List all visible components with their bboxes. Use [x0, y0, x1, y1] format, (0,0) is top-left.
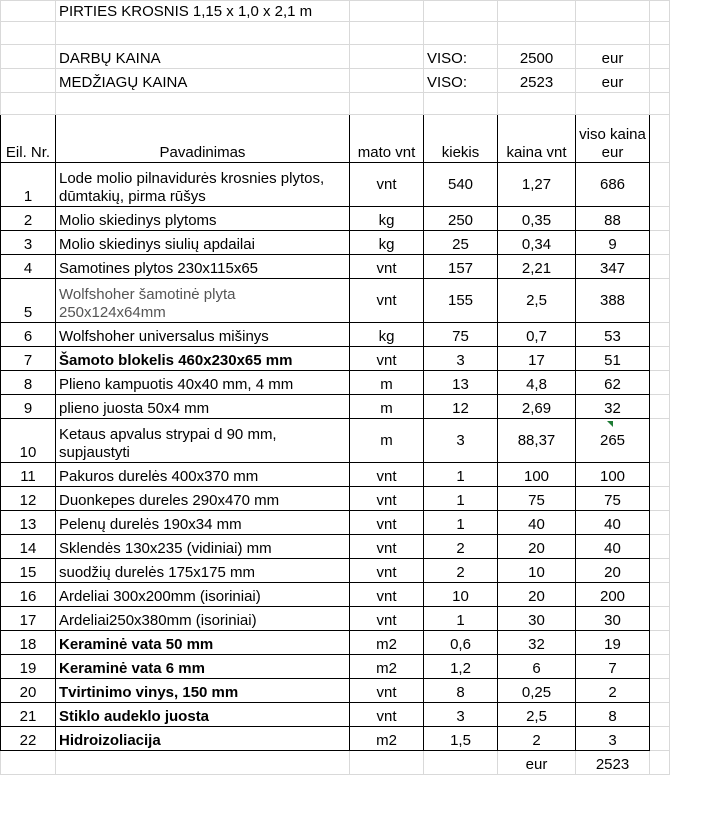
row-qty[interactable]: 25	[424, 231, 498, 255]
row-name[interactable]: Sklendės 130x235 (vidiniai) mm	[56, 535, 350, 559]
row-name[interactable]: Wolfshoher universalus mišinys	[56, 323, 350, 347]
empty-cell[interactable]	[350, 69, 424, 93]
table-row	[1, 463, 670, 487]
row-unit[interactable]: m	[350, 371, 424, 395]
row-nr[interactable]: 11	[1, 463, 56, 487]
empty-cell[interactable]	[1, 45, 56, 69]
row-name[interactable]: Tvirtinimo vinys, 150 mm	[56, 679, 350, 703]
empty-cell[interactable]	[1, 93, 56, 115]
empty-cell[interactable]	[56, 22, 350, 45]
row-price[interactable]: 0,25	[498, 679, 576, 703]
row-qty[interactable]: 3	[424, 419, 498, 463]
row-unit[interactable]: m2	[350, 727, 424, 751]
row-name[interactable]: Šamoto blokelis 460x230x65 mm	[56, 347, 350, 371]
empty-cell[interactable]	[1, 22, 56, 45]
row-price[interactable]: 20	[498, 583, 576, 607]
table-row	[1, 163, 670, 207]
empty-cell[interactable]	[650, 279, 670, 323]
empty-cell[interactable]	[56, 751, 350, 775]
row-unit[interactable]: vnt	[350, 703, 424, 727]
table-row	[1, 323, 670, 347]
row-total[interactable]: 347	[576, 255, 650, 279]
row-unit[interactable]: vnt	[350, 583, 424, 607]
table-row	[1, 371, 670, 395]
row-qty[interactable]: 10	[424, 583, 498, 607]
row-price[interactable]: 2,21	[498, 255, 576, 279]
table-row	[1, 419, 670, 463]
empty-cell[interactable]	[650, 45, 670, 69]
row-price[interactable]: 88,37	[498, 419, 576, 463]
empty-cell[interactable]	[350, 45, 424, 69]
row-name[interactable]: Pelenų durelės 190x34 mm	[56, 511, 350, 535]
table-row	[1, 631, 670, 655]
row-price[interactable]: 2,5	[498, 279, 576, 323]
row-nr[interactable]: 16	[1, 583, 56, 607]
summary-amount[interactable]: 2500	[498, 45, 576, 69]
row-price[interactable]: 0,35	[498, 207, 576, 231]
empty-cell[interactable]	[650, 395, 670, 419]
row-nr[interactable]: 6	[1, 323, 56, 347]
table-row	[1, 395, 670, 419]
row-unit[interactable]: vnt	[350, 559, 424, 583]
table-row	[1, 703, 670, 727]
row-unit[interactable]: kg	[350, 323, 424, 347]
row-unit[interactable]: m2	[350, 655, 424, 679]
row-name[interactable]: Pakuros durelės 400x370 mm	[56, 463, 350, 487]
header-nr[interactable]: Eil. Nr.	[1, 115, 56, 163]
row-nr[interactable]: 7	[1, 347, 56, 371]
row-total[interactable]: 88	[576, 207, 650, 231]
row-nr[interactable]: 19	[1, 655, 56, 679]
row-unit[interactable]: vnt	[350, 535, 424, 559]
empty-cell[interactable]	[650, 559, 670, 583]
table-row	[1, 583, 670, 607]
row-unit[interactable]: vnt	[350, 487, 424, 511]
row-nr[interactable]: 8	[1, 371, 56, 395]
row-total[interactable]: 62	[576, 371, 650, 395]
row-total[interactable]: 53	[576, 323, 650, 347]
row-total[interactable]: 7	[576, 655, 650, 679]
summary-label[interactable]: DARBŲ KAINA	[56, 45, 350, 69]
table-row	[1, 347, 670, 371]
empty-cell[interactable]	[650, 607, 670, 631]
row-name[interactable]: Keraminė vata 50 mm	[56, 631, 350, 655]
table-row	[1, 679, 670, 703]
row-qty[interactable]: 8	[424, 679, 498, 703]
empty-cell[interactable]	[650, 583, 670, 607]
empty-cell[interactable]	[650, 371, 670, 395]
row-total[interactable]: 75	[576, 487, 650, 511]
header-total[interactable]: viso kaina eur	[576, 115, 650, 163]
row-nr[interactable]: 20	[1, 679, 56, 703]
empty-cell[interactable]	[1, 1, 56, 22]
summary-amount[interactable]: 2523	[498, 69, 576, 93]
row-name[interactable]: Plieno kampuotis 40x40 mm, 4 mm	[56, 371, 350, 395]
row-qty[interactable]: 250	[424, 207, 498, 231]
row-name[interactable]: Samotines plytos 230x115x65	[56, 255, 350, 279]
row-price[interactable]: 100	[498, 463, 576, 487]
row-nr[interactable]: 9	[1, 395, 56, 419]
row-name[interactable]: Molio skiedinys siulių apdailai	[56, 231, 350, 255]
empty-cell[interactable]	[650, 703, 670, 727]
row-total[interactable]: 19	[576, 631, 650, 655]
empty-cell[interactable]	[650, 511, 670, 535]
row-qty[interactable]: 1	[424, 511, 498, 535]
row-nr[interactable]: 10	[1, 419, 56, 463]
row-price[interactable]: 1,27	[498, 163, 576, 207]
row-total[interactable]: 40	[576, 535, 650, 559]
row-name[interactable]: Ardeliai 300x200mm (isoriniai)	[56, 583, 350, 607]
table-row	[1, 207, 670, 231]
row-unit[interactable]: m	[350, 419, 424, 463]
table-row	[1, 231, 670, 255]
row-qty[interactable]: 2	[424, 559, 498, 583]
table-row	[1, 727, 670, 751]
row-total[interactable]: 51	[576, 347, 650, 371]
empty-cell[interactable]	[650, 727, 670, 751]
row-qty[interactable]: 540	[424, 163, 498, 207]
row-price[interactable]: 40	[498, 511, 576, 535]
empty-cell[interactable]	[650, 115, 670, 163]
footer-unit[interactable]: eur	[498, 751, 576, 775]
row-name[interactable]: Keraminė vata 6 mm	[56, 655, 350, 679]
row-qty[interactable]: 1,2	[424, 655, 498, 679]
row-qty[interactable]: 1	[424, 607, 498, 631]
sheet-title[interactable]: PIRTIES KROSNIS 1,15 x 1,0 x 2,1 m	[56, 1, 350, 22]
sheet-row	[1, 93, 670, 115]
empty-cell[interactable]	[650, 419, 670, 463]
row-total[interactable]: 3	[576, 727, 650, 751]
summary-viso[interactable]: VISO:	[424, 45, 498, 69]
row-total[interactable]: 200	[576, 583, 650, 607]
empty-cell[interactable]	[350, 93, 424, 115]
row-price[interactable]: 20	[498, 535, 576, 559]
summary-unit[interactable]: eur	[576, 45, 650, 69]
row-unit[interactable]: vnt	[350, 463, 424, 487]
row-qty[interactable]: 12	[424, 395, 498, 419]
row-price[interactable]: 30	[498, 607, 576, 631]
table-row	[1, 255, 670, 279]
row-name[interactable]: Duonkepes dureles 290x470 mm	[56, 487, 350, 511]
table-row	[1, 559, 670, 583]
row-price[interactable]: 4,8	[498, 371, 576, 395]
row-nr[interactable]: 22	[1, 727, 56, 751]
row-total[interactable]: 32	[576, 395, 650, 419]
table-row	[1, 511, 670, 535]
row-qty[interactable]: 1	[424, 463, 498, 487]
row-qty[interactable]: 75	[424, 323, 498, 347]
summary-row	[1, 69, 670, 93]
row-qty[interactable]: 1,5	[424, 727, 498, 751]
table-row	[1, 607, 670, 631]
row-nr[interactable]: 13	[1, 511, 56, 535]
empty-cell[interactable]	[650, 347, 670, 371]
row-nr[interactable]: 5	[1, 279, 56, 323]
row-total[interactable]: 30	[576, 607, 650, 631]
empty-cell[interactable]	[650, 679, 670, 703]
empty-cell[interactable]	[650, 1, 670, 22]
row-total[interactable]: 100	[576, 463, 650, 487]
row-total[interactable]: 686	[576, 163, 650, 207]
row-price[interactable]: 2,5	[498, 703, 576, 727]
row-qty[interactable]: 155	[424, 279, 498, 323]
row-total[interactable]: 2	[576, 679, 650, 703]
summary-unit[interactable]: eur	[576, 69, 650, 93]
row-nr[interactable]: 18	[1, 631, 56, 655]
row-name[interactable]: Molio skiedinys plytoms	[56, 207, 350, 231]
empty-cell[interactable]	[498, 1, 576, 22]
empty-cell[interactable]	[424, 22, 498, 45]
row-total[interactable]: 8	[576, 703, 650, 727]
row-qty[interactable]: 3	[424, 347, 498, 371]
header-unit[interactable]: mato vnt	[350, 115, 424, 163]
table-row	[1, 535, 670, 559]
empty-cell[interactable]	[350, 1, 424, 22]
row-nr[interactable]: 3	[1, 231, 56, 255]
summary-viso[interactable]: VISO:	[424, 69, 498, 93]
row-price[interactable]: 0,7	[498, 323, 576, 347]
row-qty[interactable]: 0,6	[424, 631, 498, 655]
header-qty[interactable]: kiekis	[424, 115, 498, 163]
row-qty[interactable]: 157	[424, 255, 498, 279]
empty-cell[interactable]	[576, 93, 650, 115]
empty-cell[interactable]	[650, 207, 670, 231]
row-nr[interactable]: 14	[1, 535, 56, 559]
footer-total[interactable]: 2523	[576, 751, 650, 775]
empty-cell[interactable]	[650, 163, 670, 207]
empty-cell[interactable]	[650, 69, 670, 93]
row-price[interactable]: 17	[498, 347, 576, 371]
empty-cell[interactable]	[424, 93, 498, 115]
row-name[interactable]: Lode molio pilnavidurės krosnies plytos, dūmtakių, pirma rūšys	[56, 163, 350, 207]
table-row	[1, 655, 670, 679]
row-unit[interactable]: m	[350, 395, 424, 419]
header-price[interactable]: kaina vnt	[498, 115, 576, 163]
empty-cell[interactable]	[1, 751, 56, 775]
empty-cell[interactable]	[650, 463, 670, 487]
row-qty[interactable]: 1	[424, 487, 498, 511]
empty-cell[interactable]	[650, 535, 670, 559]
row-unit[interactable]: vnt	[350, 279, 424, 323]
empty-cell[interactable]	[498, 93, 576, 115]
row-unit[interactable]: kg	[350, 207, 424, 231]
empty-cell[interactable]	[56, 93, 350, 115]
row-nr[interactable]: 17	[1, 607, 56, 631]
empty-cell[interactable]	[650, 255, 670, 279]
row-nr[interactable]: 1	[1, 163, 56, 207]
empty-cell[interactable]	[650, 631, 670, 655]
row-unit[interactable]: m2	[350, 631, 424, 655]
row-name[interactable]: plieno juosta 50x4 mm	[56, 395, 350, 419]
row-total[interactable]: 40	[576, 511, 650, 535]
row-price[interactable]: 0,34	[498, 231, 576, 255]
empty-cell[interactable]	[424, 1, 498, 22]
sheet-row	[1, 22, 670, 45]
empty-cell[interactable]	[498, 22, 576, 45]
empty-cell[interactable]	[650, 93, 670, 115]
empty-cell[interactable]	[576, 1, 650, 22]
empty-cell[interactable]	[650, 655, 670, 679]
row-unit[interactable]: vnt	[350, 347, 424, 371]
row-price[interactable]: 2	[498, 727, 576, 751]
summary-row	[1, 45, 670, 69]
footer-row	[1, 751, 670, 775]
title-row	[1, 1, 670, 22]
row-qty[interactable]: 3	[424, 703, 498, 727]
row-unit[interactable]: vnt	[350, 511, 424, 535]
empty-cell[interactable]	[650, 751, 670, 775]
row-total[interactable]: 20	[576, 559, 650, 583]
empty-cell[interactable]	[650, 22, 670, 45]
row-nr[interactable]: 2	[1, 207, 56, 231]
table-row	[1, 279, 670, 323]
header-row	[1, 115, 670, 163]
row-nr[interactable]: 4	[1, 255, 56, 279]
row-price[interactable]: 2,69	[498, 395, 576, 419]
row-total[interactable]: 265	[576, 419, 650, 463]
row-name[interactable]: suodžių durelės 175x175 mm	[56, 559, 350, 583]
row-nr[interactable]: 15	[1, 559, 56, 583]
empty-cell[interactable]	[424, 751, 498, 775]
row-qty[interactable]: 2	[424, 535, 498, 559]
row-total[interactable]: 9	[576, 231, 650, 255]
row-name[interactable]: Hidroizoliacija	[56, 727, 350, 751]
empty-cell[interactable]	[1, 69, 56, 93]
row-price[interactable]: 32	[498, 631, 576, 655]
row-price[interactable]: 75	[498, 487, 576, 511]
header-name[interactable]: Pavadinimas	[56, 115, 350, 163]
row-unit[interactable]: vnt	[350, 679, 424, 703]
empty-cell[interactable]	[350, 22, 424, 45]
row-name[interactable]: Stiklo audeklo juosta	[56, 703, 350, 727]
summary-label[interactable]: MEDŽIAGŲ KAINA	[56, 69, 350, 93]
row-qty[interactable]: 13	[424, 371, 498, 395]
row-total[interactable]: 388	[576, 279, 650, 323]
cell-comment-marker	[607, 421, 613, 427]
row-nr[interactable]: 12	[1, 487, 56, 511]
empty-cell[interactable]	[650, 323, 670, 347]
row-price[interactable]: 6	[498, 655, 576, 679]
row-unit[interactable]: vnt	[350, 163, 424, 207]
table-row	[1, 487, 670, 511]
empty-cell[interactable]	[350, 751, 424, 775]
row-unit[interactable]: vnt	[350, 255, 424, 279]
empty-cell[interactable]	[576, 22, 650, 45]
row-name[interactable]: Ardeliai250x380mm (isoriniai)	[56, 607, 350, 631]
row-unit[interactable]: kg	[350, 231, 424, 255]
empty-cell[interactable]	[650, 231, 670, 255]
row-unit[interactable]: vnt	[350, 607, 424, 631]
empty-cell[interactable]	[650, 487, 670, 511]
row-price[interactable]: 10	[498, 559, 576, 583]
row-name[interactable]: Wolfshoher šamotinė plyta 250x124x64mm	[56, 279, 350, 323]
row-name[interactable]: Ketaus apvalus strypai d 90 mm, supjaustyti	[56, 419, 350, 463]
row-nr[interactable]: 21	[1, 703, 56, 727]
